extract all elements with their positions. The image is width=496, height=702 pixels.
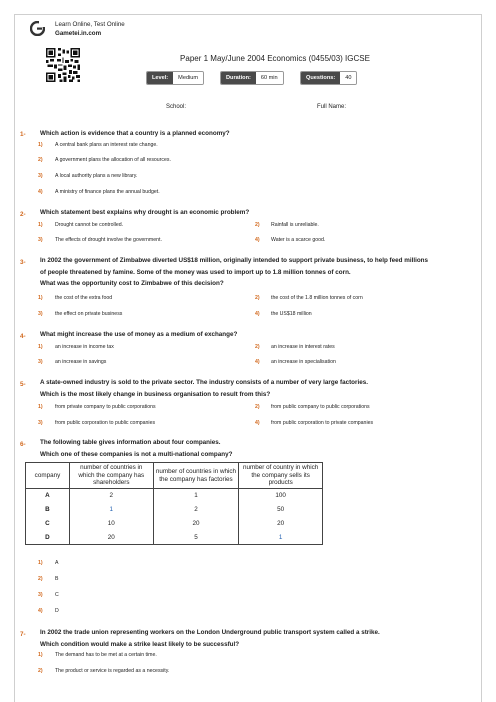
question-text: The following table gives information about four companies. Which one of these companies is not a multi-national company? [40, 439, 233, 458]
school-label: School: [166, 104, 187, 110]
table-row [26, 489, 323, 503]
table-cell: D [26, 531, 70, 545]
brand [55, 20, 125, 38]
question-number: 1- [20, 131, 26, 138]
fullname-label: Full Name: [317, 104, 347, 110]
option-number: 1) [38, 295, 43, 301]
question-number: 2- [20, 211, 26, 218]
question-text: Which statement best explains why drought is an economic problem? [40, 209, 250, 216]
option-text[interactable]: an increase in income tax [55, 344, 114, 350]
option-text[interactable]: A ministry of finance plans the annual budget. [55, 189, 160, 195]
brand-tagline: Learn Online, Test Online [55, 21, 125, 28]
table-header: number of country in which the company sells its products [239, 463, 323, 489]
option-text[interactable]: The product or service is regarded as a necessity. [55, 668, 170, 674]
option-text[interactable]: A central bank plans an interest rate change. [55, 142, 158, 148]
option-number: 2) [255, 295, 260, 301]
table-row [26, 531, 323, 545]
option-text[interactable]: A [55, 560, 59, 566]
option-number: 2) [38, 157, 43, 163]
level-value: Medium [173, 72, 203, 84]
level-key: Level: [147, 72, 173, 84]
table-cell: 2 [69, 489, 153, 503]
paper-title: Paper 1 May/June 2004 Economics (0455/03) IGCSE [180, 54, 370, 63]
table-cell: 20 [69, 531, 153, 545]
qr-code-icon [46, 48, 80, 82]
option-number: 4) [38, 608, 43, 614]
table-cell: A [26, 489, 70, 503]
question-text: In 2002 the trade union representing workers on the London Underground public transport system called a strike. Which condition would make a strike least likely to be successful? [40, 629, 380, 648]
option-text[interactable]: the US$18 million [271, 311, 312, 317]
table-cell: 10 [69, 517, 153, 531]
table-header: number of countries in which the company has shareholders [69, 463, 153, 489]
table-cell: B [26, 503, 70, 517]
table-header: number of countries in which the company has factories [153, 463, 239, 489]
questions-key: Questions: [301, 72, 340, 84]
brand-site: Gametei.in.com [55, 30, 102, 37]
option-text[interactable]: A local authority plans a new library. [55, 173, 138, 179]
option-number: 1) [38, 222, 43, 228]
question-text: What might increase the use of money as a medium of exchange? [40, 331, 238, 338]
company-table [25, 462, 323, 545]
question-text: In 2002 the government of Zimbabwe diverted US$18 million, originally intended to support private business, to help feed millions of people threatened by famine. Some of the money was used to import up to 1.8 million tonnes of corn. What was the opportunity cost to Zimbabwe of this decision? [40, 257, 429, 287]
option-text[interactable]: an increase in specialisation [271, 359, 336, 365]
option-text[interactable]: C [55, 592, 59, 598]
table-cell: 1 [153, 489, 239, 503]
option-number: 1) [38, 560, 43, 566]
option-number: 3) [38, 173, 43, 179]
table-row [26, 503, 323, 517]
option-number: 2) [255, 344, 260, 350]
option-number: 4) [255, 420, 260, 426]
option-number: 1) [38, 652, 43, 658]
table-cell: 20 [239, 517, 323, 531]
level-badge [146, 71, 204, 85]
table-cell: 5 [153, 531, 239, 545]
duration-key: Duration: [221, 72, 256, 84]
option-number: 2) [255, 222, 260, 228]
option-text[interactable]: B [55, 576, 59, 582]
option-text[interactable]: from public corporation to private companies [271, 420, 374, 426]
option-number: 4) [38, 189, 43, 195]
option-number: 3) [38, 237, 43, 243]
table-cell: 1 [69, 503, 153, 517]
option-text[interactable]: the effect on private business [55, 311, 123, 317]
option-text[interactable]: an increase in interest rates [271, 344, 335, 350]
option-text[interactable]: Drought cannot be controlled. [55, 222, 124, 228]
table-row [26, 517, 323, 531]
question-number: 3- [20, 259, 26, 266]
option-text[interactable]: Water is a scarce good. [271, 237, 326, 243]
option-text[interactable]: A government plans the allocation of all resources. [55, 157, 171, 163]
option-number: 3) [38, 359, 43, 365]
table-header-row [26, 463, 323, 489]
option-number: 2) [255, 404, 260, 410]
option-text[interactable]: from private company to public corporations [55, 404, 156, 410]
option-number: 3) [38, 311, 43, 317]
option-number: 4) [255, 237, 260, 243]
table-header: company [26, 463, 70, 489]
option-text[interactable]: the cost of the 1.8 million tonnes of corn [271, 295, 363, 301]
question-number: 4- [20, 333, 26, 340]
option-number: 1) [38, 344, 43, 350]
option-number: 2) [38, 576, 43, 582]
option-number: 1) [38, 404, 43, 410]
table-cell: 50 [239, 503, 323, 517]
option-text[interactable]: an increase in savings [55, 359, 107, 365]
question-number: 5- [20, 381, 26, 388]
table-cell: 20 [153, 517, 239, 531]
option-text[interactable]: from public corporation to public companies [55, 420, 156, 426]
table-cell: 100 [239, 489, 323, 503]
option-number: 2) [38, 668, 43, 674]
table-cell: 1 [239, 531, 323, 545]
option-number: 3) [38, 420, 43, 426]
questions-value: 40 [340, 72, 356, 84]
question-text: A state-owned industry is sold to the private sector. The industry consists of a number of very large factories. Which is the most likely change in business organisation to result from this? [40, 379, 368, 398]
table-cell: C [26, 517, 70, 531]
questions-badge [300, 71, 357, 85]
option-text[interactable]: the cost of the extra food [55, 295, 113, 301]
table-cell: 2 [153, 503, 239, 517]
duration-value: 60 min [256, 72, 283, 84]
gametei-logo-icon [30, 21, 45, 36]
question-text: Which action is evidence that a country is a planned economy? [40, 130, 230, 137]
option-number: 3) [38, 592, 43, 598]
option-number: 1) [38, 142, 43, 148]
option-text[interactable]: The demand has to be met at a certain time. [55, 652, 157, 658]
option-number: 4) [255, 311, 260, 317]
option-text[interactable]: D [55, 608, 59, 614]
option-text[interactable]: The effects of drought involve the government. [55, 237, 162, 243]
page-frame [14, 14, 482, 702]
option-text[interactable]: Rainfall is unreliable. [271, 222, 319, 228]
duration-badge [220, 71, 284, 85]
option-text[interactable]: from public company to public corporations [271, 404, 370, 410]
question-number: 6- [20, 441, 26, 448]
question-number: 7- [20, 631, 26, 638]
option-number: 4) [255, 359, 260, 365]
